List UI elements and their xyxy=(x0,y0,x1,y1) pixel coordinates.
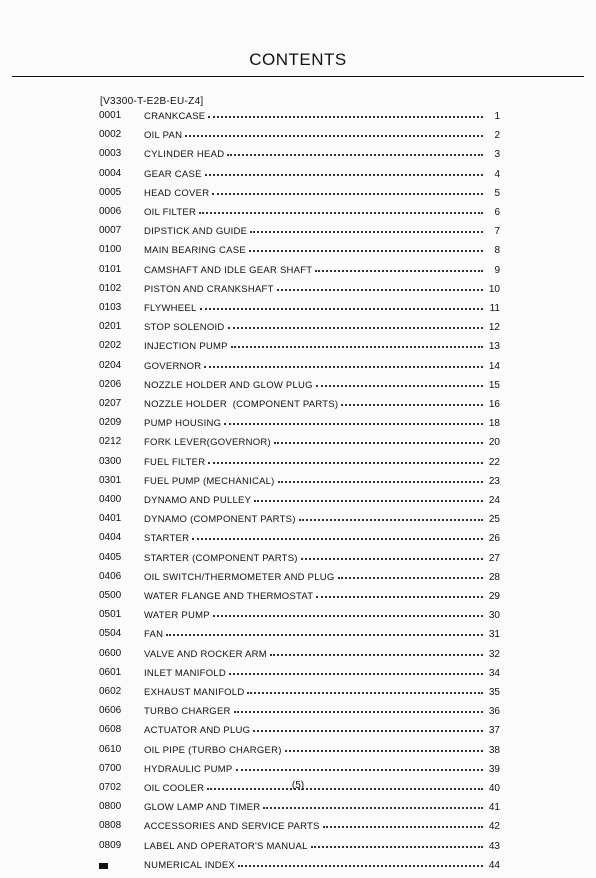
toc-name: OIL PAN xyxy=(144,130,183,142)
dot-leader xyxy=(213,608,483,617)
toc-code: 0101 xyxy=(99,263,122,275)
toc-entry xyxy=(144,801,500,813)
dot-leader xyxy=(199,205,483,214)
toc-name: WATER PUMP xyxy=(144,610,210,622)
toc-entry xyxy=(144,609,500,621)
dot-leader xyxy=(200,301,483,310)
dot-leader xyxy=(341,397,483,406)
toc-entry xyxy=(144,744,500,756)
toc-name: STARTER (COMPONENT PARTS) xyxy=(144,552,298,564)
toc-entry xyxy=(144,494,500,506)
toc-row[interactable] xyxy=(0,148,596,167)
dot-leader xyxy=(185,128,483,137)
toc-code: 0005 xyxy=(99,186,122,198)
dot-leader xyxy=(270,647,483,656)
toc-name: MAIN BEARING CASE xyxy=(144,245,246,257)
dot-leader xyxy=(208,455,483,464)
toc-row[interactable] xyxy=(0,417,596,436)
toc-code: 0601 xyxy=(99,666,122,678)
toc-name: NOZZLE HOLDER AND GLOW PLUG xyxy=(144,379,313,391)
toc-entry xyxy=(144,187,500,199)
toc-page: 27 xyxy=(488,552,500,564)
toc-entry xyxy=(144,206,500,218)
dot-leader xyxy=(238,858,483,867)
toc-page: 8 xyxy=(494,245,500,257)
toc-code: 0202 xyxy=(99,340,122,352)
toc-code: 0103 xyxy=(99,302,122,313)
toc-code: 0809 xyxy=(99,839,122,851)
dot-leader xyxy=(205,167,483,176)
toc-name: PISTON AND CRANKSHAFT xyxy=(144,283,274,295)
toc-code: 0606 xyxy=(99,705,122,717)
toc-code: 0001 xyxy=(99,110,122,121)
dot-leader xyxy=(277,282,483,291)
toc-row[interactable] xyxy=(0,302,596,321)
toc-row[interactable] xyxy=(0,513,596,532)
dot-leader xyxy=(253,723,483,732)
toc-name: DIPSTICK AND GUIDE xyxy=(144,226,248,238)
toc-code: 0800 xyxy=(99,801,122,813)
toc-code: 0600 xyxy=(99,647,122,659)
toc-row[interactable] xyxy=(0,705,596,724)
toc-name: DYNAMO AND PULLEY xyxy=(144,495,252,506)
toc-name: NUMERICAL INDEX xyxy=(144,859,236,871)
dot-leader xyxy=(316,589,483,598)
page-number: (5) xyxy=(291,780,305,791)
toc-row[interactable] xyxy=(0,686,596,705)
toc-code: 0100 xyxy=(99,244,122,256)
toc-page: 41 xyxy=(488,802,500,814)
dot-leader xyxy=(224,416,483,425)
toc-code: 0610 xyxy=(99,743,122,755)
toc-row[interactable] xyxy=(0,225,596,244)
toc-code: 0003 xyxy=(99,148,122,160)
dot-leader xyxy=(274,435,483,444)
toc-name: VALVE AND ROCKER ARM xyxy=(144,648,267,660)
toc-name: TURBO CHARGER xyxy=(144,706,231,718)
toc-row[interactable] xyxy=(0,724,596,743)
toc-entry xyxy=(144,724,500,736)
dot-leader xyxy=(247,685,483,694)
toc-code: 0608 xyxy=(99,724,122,736)
toc-entry xyxy=(144,628,500,640)
toc-entry xyxy=(144,686,500,698)
toc-entry xyxy=(144,763,500,775)
toc-page: 15 xyxy=(488,379,500,391)
dot-leader xyxy=(315,263,483,272)
toc-code: 0406 xyxy=(99,570,122,582)
toc-entry xyxy=(144,110,500,122)
toc-entry xyxy=(144,264,500,276)
toc-page: 35 xyxy=(488,687,500,698)
toc-name: OIL FILTER xyxy=(144,207,197,218)
toc-row[interactable] xyxy=(0,820,596,839)
toc-name: OIL COOLER xyxy=(144,783,205,794)
toc-code: 0602 xyxy=(99,686,122,697)
toc-row[interactable] xyxy=(0,532,596,551)
toc-page: 23 xyxy=(488,475,500,487)
toc-name: FUEL FILTER xyxy=(144,456,206,468)
toc-page: 18 xyxy=(488,418,500,430)
toc-code: 0207 xyxy=(99,398,122,409)
toc-page: 28 xyxy=(488,571,500,583)
page-title: CONTENTS xyxy=(249,50,347,69)
toc-page: 10 xyxy=(488,283,500,295)
toc-page: 44 xyxy=(488,859,500,871)
toc-entry xyxy=(144,360,500,372)
dot-leader xyxy=(192,531,483,540)
dot-leader xyxy=(212,186,483,195)
toc-name: STARTER xyxy=(144,533,190,545)
toc-page: 42 xyxy=(488,821,500,833)
toc-page: 7 xyxy=(494,226,500,238)
dot-leader xyxy=(227,147,483,156)
toc-page: 6 xyxy=(494,207,500,218)
toc-entry xyxy=(144,436,500,448)
toc-row[interactable] xyxy=(0,129,596,148)
toc-row[interactable] xyxy=(0,456,596,475)
toc-page: 43 xyxy=(488,840,500,852)
dot-leader xyxy=(236,762,484,771)
toc-page: 9 xyxy=(494,264,500,276)
toc-entry xyxy=(144,244,500,256)
toc-name: FUEL PUMP (MECHANICAL) xyxy=(144,475,275,487)
toc-name: INLET MANIFOLD xyxy=(144,667,226,679)
toc-name: WATER FLANGE AND THERMOSTAT xyxy=(144,591,314,602)
toc-entry xyxy=(144,475,500,487)
toc-page: 11 xyxy=(489,303,500,314)
toc-page: 26 xyxy=(488,533,500,545)
toc-page: 14 xyxy=(488,360,500,372)
toc-row[interactable] xyxy=(0,494,596,513)
toc-entry xyxy=(144,283,500,295)
toc-code: 0700 xyxy=(99,762,122,774)
toc-row[interactable] xyxy=(0,436,596,455)
toc-page: 3 xyxy=(494,149,500,161)
toc-row[interactable] xyxy=(0,648,596,667)
dot-leader xyxy=(249,243,483,252)
toc-entry xyxy=(144,667,500,679)
dot-leader xyxy=(231,339,483,348)
toc-code: 0002 xyxy=(99,129,122,141)
toc-entry xyxy=(144,705,500,717)
toc-row[interactable] xyxy=(0,801,596,820)
toc-page: 32 xyxy=(488,648,500,660)
toc-entry xyxy=(144,302,500,314)
toc-name: FLYWHEEL xyxy=(144,303,197,314)
toc-page: 16 xyxy=(488,399,500,410)
dot-leader xyxy=(254,493,483,502)
toc-page: 31 xyxy=(488,629,500,641)
dot-leader xyxy=(278,474,483,483)
toc-entry xyxy=(144,840,500,852)
toc-row[interactable] xyxy=(0,283,596,302)
toc-row[interactable] xyxy=(0,840,596,859)
toc-page: 24 xyxy=(488,495,500,506)
toc-entry xyxy=(144,148,500,160)
toc-code: 0405 xyxy=(99,551,122,563)
toc-row[interactable] xyxy=(0,398,596,417)
dot-leader xyxy=(229,666,483,675)
toc-name: GLOW LAMP AND TIMER xyxy=(144,802,261,814)
toc-page: 29 xyxy=(488,591,500,602)
dot-leader xyxy=(228,320,483,329)
dot-leader xyxy=(301,551,483,560)
toc-entry xyxy=(144,379,500,391)
toc-row[interactable] xyxy=(0,244,596,263)
toc-row[interactable] xyxy=(0,552,596,571)
toc-name: HEAD COVER xyxy=(144,187,210,199)
toc-page: 13 xyxy=(488,341,500,353)
toc-code: 0301 xyxy=(99,474,122,486)
dot-leader xyxy=(316,378,483,387)
toc-code: 0404 xyxy=(99,532,122,544)
toc-entry xyxy=(144,590,500,602)
toc-row[interactable] xyxy=(0,628,596,647)
toc-page: 38 xyxy=(488,744,500,756)
toc-page: 30 xyxy=(488,610,500,622)
toc-code: 0006 xyxy=(99,206,122,217)
toc-code: 0212 xyxy=(99,436,122,448)
toc-name: FORK LEVER(GOVERNOR) xyxy=(144,437,271,449)
toc-name: GEAR CASE xyxy=(144,168,202,180)
toc-code: 0300 xyxy=(99,455,122,467)
toc-entry xyxy=(144,340,500,352)
toc-entry xyxy=(144,398,500,410)
toc-code: 0702 xyxy=(99,782,122,793)
toc-entry xyxy=(144,456,500,468)
toc-row[interactable] xyxy=(0,763,596,782)
toc-row[interactable] xyxy=(0,667,596,686)
dot-leader xyxy=(204,359,483,368)
dot-leader xyxy=(323,819,483,828)
toc-name: CAMSHAFT AND IDLE GEAR SHAFT xyxy=(144,264,313,276)
toc-code: 0400 xyxy=(99,494,122,505)
toc-row[interactable] xyxy=(0,264,596,283)
toc-page: 40 xyxy=(488,783,500,794)
dot-leader xyxy=(338,570,483,579)
black-square-icon xyxy=(99,863,108,869)
toc-row[interactable] xyxy=(0,609,596,628)
toc-page: 39 xyxy=(488,763,500,775)
toc-entry xyxy=(144,859,500,871)
toc-code: 0004 xyxy=(99,167,122,179)
toc-entry xyxy=(144,552,500,564)
toc-name: ACCESSORIES AND SERVICE PARTS xyxy=(144,821,320,833)
toc-row[interactable] xyxy=(0,379,596,398)
toc-code: 0102 xyxy=(99,282,122,294)
toc-page: 37 xyxy=(488,725,500,737)
dot-leader xyxy=(311,839,483,848)
toc-row[interactable] xyxy=(0,110,596,129)
toc-page: 36 xyxy=(488,706,500,718)
toc-page: 4 xyxy=(494,168,500,180)
toc-row[interactable] xyxy=(0,744,596,763)
toc-row[interactable] xyxy=(0,168,596,187)
toc-entry xyxy=(144,168,500,180)
toc-name: GOVERNOR xyxy=(144,360,202,372)
toc-entry xyxy=(144,571,500,583)
toc-page: 2 xyxy=(494,130,500,142)
dot-leader xyxy=(299,512,483,521)
toc-code: 0504 xyxy=(99,628,122,640)
toc-entry xyxy=(144,417,500,429)
dot-leader xyxy=(263,800,483,809)
toc-name: CRANKCASE xyxy=(144,111,206,122)
toc-code: 0209 xyxy=(99,417,122,429)
toc-name: OIL PIPE (TURBO CHARGER) xyxy=(144,744,282,756)
toc-entry xyxy=(144,321,500,333)
toc-row[interactable] xyxy=(0,571,596,590)
toc-page: 20 xyxy=(488,437,500,449)
toc-entry xyxy=(144,513,500,525)
toc-name: FAN xyxy=(144,629,164,641)
title-rule xyxy=(12,76,584,77)
toc-row[interactable] xyxy=(0,859,596,878)
toc-name: HYDRAULIC PUMP xyxy=(144,763,233,775)
toc-name: LABEL AND OPERATOR'S MANUAL xyxy=(144,840,308,852)
toc-name: OIL SWITCH/THERMOMETER AND PLUG xyxy=(144,571,335,583)
toc-row[interactable] xyxy=(0,360,596,379)
toc-name: INJECTION PUMP xyxy=(144,341,228,353)
toc-entry xyxy=(144,532,500,544)
toc-name: DYNAMO (COMPONENT PARTS) xyxy=(144,514,296,526)
toc-entry xyxy=(144,820,500,832)
toc-page: 1 xyxy=(494,111,500,122)
toc-code: 0201 xyxy=(99,321,122,333)
toc-name: ACTUATOR AND PLUG xyxy=(144,725,251,737)
toc-code: 0501 xyxy=(99,609,122,621)
toc-page: 22 xyxy=(488,456,500,468)
dot-leader xyxy=(285,743,483,752)
toc-entry xyxy=(144,129,500,141)
toc-name: PUMP HOUSING xyxy=(144,418,222,430)
toc-code: 0204 xyxy=(99,359,122,371)
toc-code: 0500 xyxy=(99,590,122,601)
toc-page: 34 xyxy=(488,667,500,679)
toc-code: 0206 xyxy=(99,378,122,390)
dot-leader xyxy=(250,224,483,233)
model-code: [V3300-T-E2B-EU-Z4] xyxy=(100,96,204,107)
toc-row[interactable] xyxy=(0,475,596,494)
toc-row[interactable] xyxy=(0,321,596,340)
toc-page: 12 xyxy=(488,322,500,334)
toc-row[interactable] xyxy=(0,187,596,206)
toc-code: 0808 xyxy=(99,820,122,832)
toc-name: CYLINDER HEAD xyxy=(144,149,225,161)
dot-leader xyxy=(166,627,483,636)
toc-entry xyxy=(144,225,500,237)
dot-leader xyxy=(234,704,483,713)
toc-row[interactable] xyxy=(0,206,596,225)
toc-entry xyxy=(144,648,500,660)
toc-name: EXHAUST MANIFOLD xyxy=(144,687,245,698)
dot-leader xyxy=(208,109,483,118)
toc-name: STOP SOLENOID xyxy=(144,322,225,334)
toc-page: 25 xyxy=(488,514,500,526)
toc-row[interactable] xyxy=(0,340,596,359)
toc-row[interactable] xyxy=(0,590,596,609)
toc-name: NOZZLE HOLDER (COMPONENT PARTS) xyxy=(144,399,339,410)
toc-code: 0007 xyxy=(99,225,122,237)
toc-code: 0401 xyxy=(99,513,122,525)
toc-page: 5 xyxy=(494,187,500,199)
